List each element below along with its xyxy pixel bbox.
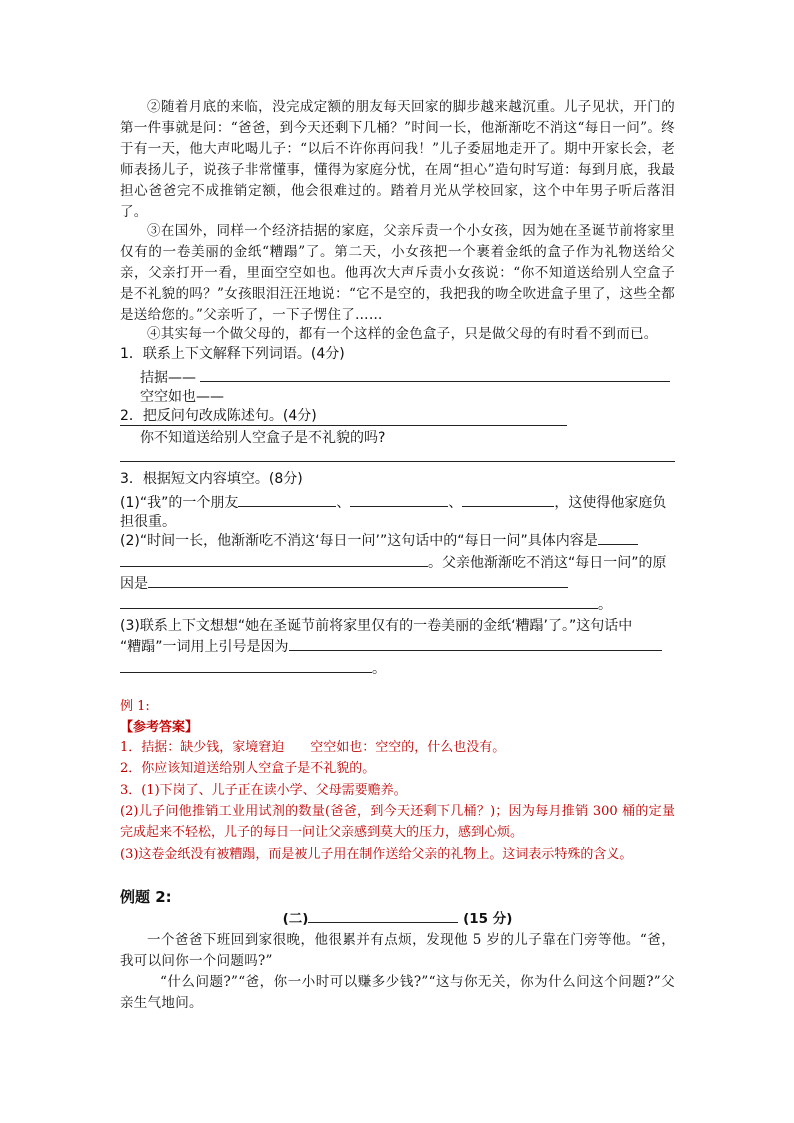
example-2-label: 例题 2: [120, 888, 172, 906]
answer-header: 【参考答案】 [120, 720, 199, 735]
answer-blank[interactable] [598, 528, 638, 545]
passage-paragraph-3: ③在国外，同样一个经济拮据的家庭，父亲斥责一个小女孩，因为她在圣诞节前将家里仅有的一卷美丽的金纸“糟蹋”了。第二天，小女孩把一个裹着金纸的盒子作为礼物送给父亲，父亲打开一看，里面空空如也。他再次大声斥责小女孩说：“你不知道送给别人空盒子是不礼貌的吗？”女孩眼泪汪汪地说：“它不是空的，我把我的吻全吹进盒子里了，这些全都是送给您的。”父亲听了，一下子愣住了…… [120, 223, 675, 323]
term-jieju: 拮据—— [140, 370, 196, 386]
answer-3-1: 3．(1)下岗了、儿子正在读小学、父母需要赡养。 [120, 783, 407, 798]
example-2-paragraph-2: “什么问题?”“爸，你一小时可以赚多少钱?”“这与你无关，你为什么问这个问题?”父亲生气地问。 [120, 974, 675, 1011]
question-2-sentence: 你不知道送给别人空盒子是不礼貌的吗? [140, 430, 386, 446]
title-blank[interactable] [308, 908, 458, 923]
answer-blank[interactable] [148, 571, 568, 588]
answer-blank[interactable] [350, 490, 448, 507]
answer-blank[interactable] [462, 490, 554, 507]
q3-2-text: 因是 [120, 576, 148, 592]
example-2-title [120, 907, 675, 931]
passage-paragraph-2: ②随着月底的来临，没完成定额的朋友每天回家的脚步越来越沉重。儿子见状，开门的第一件事就是问：“爸爸，到今天还剩下几桶？”时间一长，他渐渐吃不消这“每日一问”。终于有一天，他大声叱喝儿子：“以后不许你再问我！”儿子委屈地走开了。期中开家长会，老师表扬儿子，说孩子非常懂事，懂得为家庭分忧，在周“担心”造句时写道：每到月底，我最担心爸爸完不成推销定额，他会很难过的。踏着月光从学校回家，这个中年男子听后落泪了。 [120, 99, 675, 220]
title-score: (15 分) [463, 911, 513, 927]
question-2-prompt: 2．把反问句改成陈述句。(4分) [120, 408, 317, 424]
question-3-part-1-cont: 担很重。 [120, 514, 176, 530]
question-3-part-3: (3)联系上下文想想“她在圣诞节前将家里仅有的一卷美丽的金纸‘糟蹋’了。”这句话中 [120, 618, 633, 634]
answer-3-3: (3)这卷金纸没有被糟蹋，而是被儿子用在制作送给父亲的礼物上。这词表示特殊的含义。 [120, 847, 633, 862]
answer-blank[interactable] [120, 592, 598, 609]
q3-2-text: 。 [598, 597, 612, 613]
q3-3-text: “糟蹋”一词用上引号是因为 [120, 639, 289, 655]
title-prefix: (二) [282, 911, 309, 927]
answer-blank[interactable] [289, 634, 662, 651]
answer-blank[interactable] [120, 550, 428, 567]
q3-1-sep: 、 [448, 495, 463, 511]
question-1-prompt: 1．联系上下文解释下列词语。(4分) [120, 346, 345, 362]
answer-blank[interactable] [120, 656, 372, 673]
q3-2-text: (2)“时间一长，他渐渐吃不消这‘每日一问’”这句话中的“每日一问”具体内容是 [120, 533, 598, 549]
answer-blank[interactable] [200, 365, 670, 382]
q3-1-text: (1)“我”的一个朋友 [120, 495, 239, 511]
answer-1: 1．拮据：缺少钱，家境窘迫 空空如也：空空的，什么也没有。 [120, 740, 506, 755]
passage-paragraph-4: ④其实每一个做父母的，都有一个这样的金色盒子，只是做父母的有时看不到而已。 [147, 326, 658, 342]
q3-2-text: 。父亲他渐渐吃不消这“每日一问”的原 [428, 555, 667, 571]
q3-1-text: ，这使得他家庭负 [554, 495, 667, 511]
term-kongkongruye: 空空如也—— [140, 389, 224, 405]
q3-3-text: 。 [372, 661, 386, 677]
question-3-part-3-line3 [120, 656, 675, 681]
answer-line[interactable] [120, 461, 675, 462]
answer-2: 2．你应该知道送给别人空盒子是不礼貌的。 [120, 761, 376, 776]
answer-3-2: (2)儿子问他推销工业用试剂的数量(爸爸，到今天还剩下几桶？)；因为每月推销 300 桶的定量完成起来不轻松，儿子的每日一问让父亲感到莫大的压力，感到心烦。 [120, 804, 675, 840]
example-2-paragraph-1: 一个爸爸下班回到家很晚，他很累并有点烦，发现他 5 岁的儿子靠在门旁等他。“爸，我可以问你一个问题吗?” [120, 932, 675, 969]
question-3-prompt: 3．根据短文内容填空。(8分) [120, 471, 303, 487]
example-1-label: 例 1: [120, 699, 150, 714]
q3-1-sep: 、 [336, 495, 351, 511]
answer-blank[interactable] [238, 490, 336, 507]
